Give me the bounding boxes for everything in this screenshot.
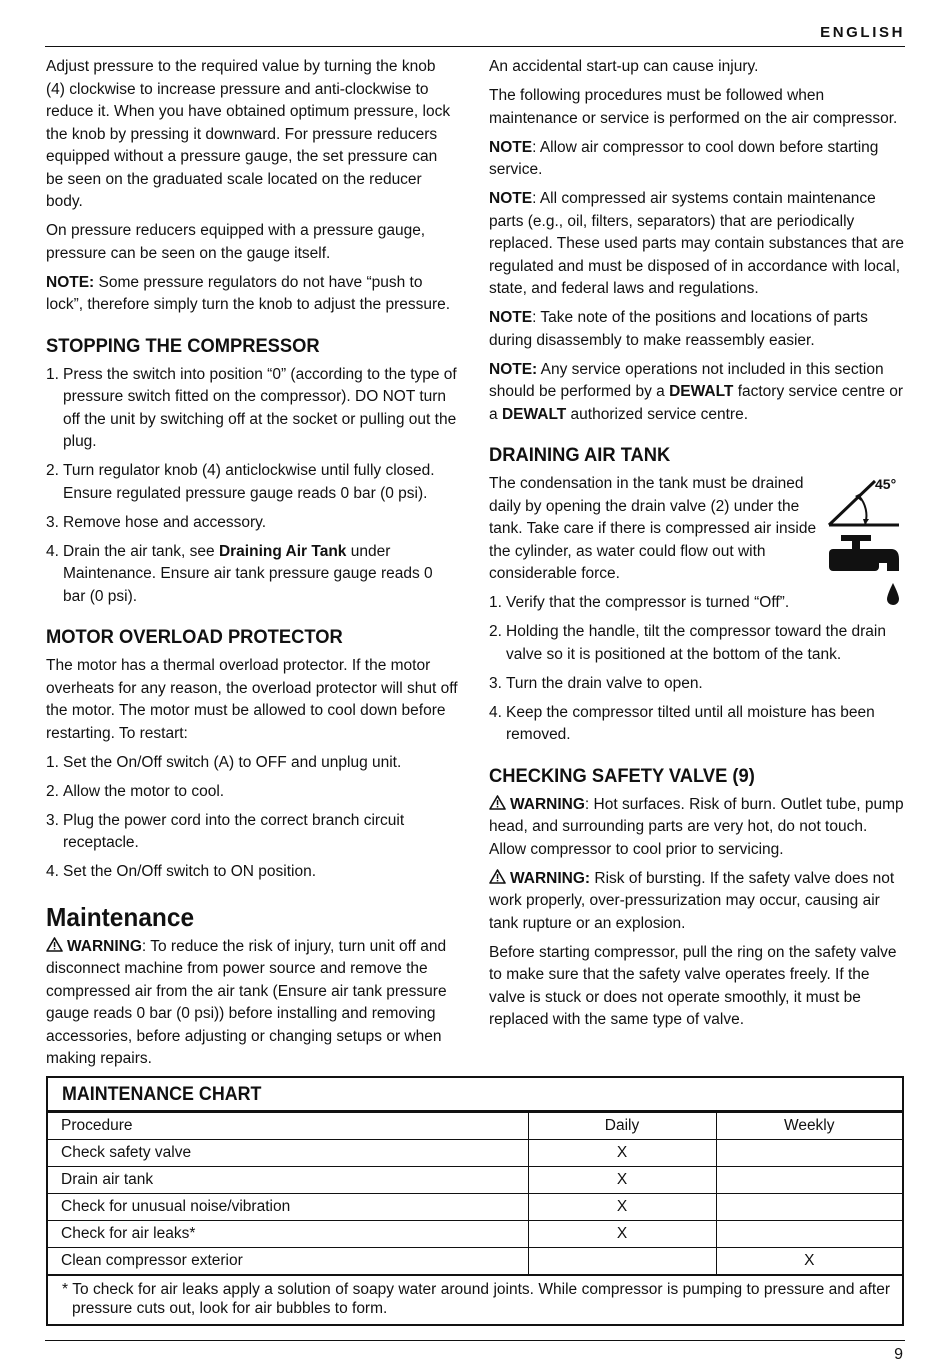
table-row: [48, 1248, 902, 1275]
step-text: under Maintenance. Ensure air tank pressure gauge reads 0 bar (0 psi).: [63, 542, 433, 605]
note-label: NOTE: [489, 190, 533, 207]
procedure-cell: Check safety valve: [48, 1140, 528, 1167]
note-text: authorized service centre.: [566, 405, 749, 423]
warning-label: WARNING:: [510, 869, 591, 887]
weekly-cell: X: [716, 1248, 902, 1275]
section-heading-stopping: STOPPING THE COMPRESSOR: [46, 334, 320, 357]
warning-text: : Hot surfaces. Risk of burn. Outlet tube, pump head, and surrounding parts are very hot, do not touch. Allow compressor to cool prior to servicing.: [489, 795, 904, 858]
note: [489, 307, 905, 352]
table-row: [48, 1140, 902, 1167]
step-text: Plug the power cord into the correct branch circuit receptacle.: [63, 811, 405, 851]
step-number: 2.: [46, 782, 59, 800]
note-text: Some pressure regulators do not have “push to lock”, therefore simply turn the knob to adjust the pressure.: [46, 273, 451, 313]
section-heading-motor: MOTOR OVERLOAD PROTECTOR: [46, 626, 343, 648]
paragraph: The following procedures must be followed when maintenance or service is performed on the air compressor.: [489, 87, 898, 127]
stopping-steps: [46, 364, 458, 609]
brand-name: DEWALT: [669, 383, 734, 400]
tilt-angle-icon: [829, 476, 899, 525]
step-text: Set the On/Off switch (A) to OFF and unplug unit.: [63, 753, 402, 771]
table-row: [48, 1167, 902, 1194]
step-number: 2.: [489, 623, 502, 640]
top-divider: [45, 46, 905, 47]
warning: [46, 936, 458, 1071]
drain-tap-icon: [829, 535, 899, 571]
step-text: Allow the motor to cool.: [63, 782, 225, 800]
warning-label: WARNING: [510, 795, 585, 813]
note: [46, 272, 458, 317]
weekly-cell: [716, 1167, 902, 1194]
step-text: Keep the compressor tilted until all moisture has been removed.: [506, 703, 875, 743]
note-text: : All compressed air systems contain maintenance parts (e.g., oil, filters, separators) that are periodically replaced. These used parts may contain substances that are regulated and must be disposed of in accordance with local, state, and federal laws and regulations.: [489, 190, 905, 297]
weekly-cell: [716, 1194, 902, 1221]
list-item: [46, 541, 458, 609]
angle-label: 45°: [875, 476, 897, 492]
daily-cell: X: [528, 1194, 716, 1221]
list-item: [489, 592, 905, 615]
step-text: Press the switch into position “0” (according to the type of pressure switch fitted on the compressor). DO NOT turn off the unit by switching off at the socket or pulling out the plug.: [63, 365, 457, 450]
step-number: 1.: [46, 365, 59, 383]
note: [489, 359, 905, 427]
right-column: [489, 56, 905, 1038]
procedure-cell: Check for air leaks*: [48, 1221, 528, 1248]
language-label: ENGLISH: [820, 24, 905, 41]
warning-text: Risk of bursting. If the safety valve does not work properly, over-pressurization may occur, causing air tank rupture or an explosion.: [489, 869, 895, 932]
column-header-daily: Daily: [528, 1113, 716, 1140]
brand-name: DEWALT: [501, 405, 567, 423]
step-text: Turn regulator knob (4) anticlockwise until fully closed. Ensure regulated pressure gauge reads 0 bar (0 psi).: [63, 462, 435, 502]
step-number: 1.: [46, 753, 59, 771]
note: [489, 137, 905, 182]
draining-steps: [489, 592, 905, 747]
list-item: [46, 460, 458, 505]
weekly-cell: [716, 1221, 902, 1248]
procedure-cell: Clean compressor exterior: [48, 1248, 528, 1275]
left-column: [46, 56, 458, 1077]
list-item: [46, 861, 458, 884]
paragraph: Before starting compressor, pull the ring on the safety valve to make sure that the safety valve operates freely. If the valve is stuck or does not operate smoothly, it must be replaced with the same type of valve.: [489, 943, 897, 1028]
step-text: Drain the air tank, see: [63, 542, 219, 560]
page-number: 9: [894, 1346, 903, 1363]
note-label: NOTE:: [46, 273, 95, 291]
list-item: [46, 364, 458, 454]
section-heading-safety-valve: CHECKING SAFETY VALVE (9): [489, 764, 755, 787]
step-number: 1.: [489, 594, 502, 611]
note-label: NOTE:: [489, 360, 538, 378]
chart-title: MAINTENANCE CHART: [48, 1078, 902, 1112]
section-heading-draining: DRAINING AIR TANK: [489, 444, 671, 466]
table-row: [48, 1194, 902, 1221]
list-item: [46, 752, 458, 775]
draining-intro: [489, 473, 905, 586]
step-number: 2.: [46, 462, 59, 479]
warning-icon: [489, 795, 506, 810]
list-item: [46, 512, 458, 535]
column-header-procedure: Procedure: [48, 1113, 528, 1140]
list-item: [46, 781, 458, 804]
step-text: Set the On/Off switch to ON position.: [63, 863, 316, 880]
step-text: Verify that the compressor is turned “Off”.: [506, 594, 790, 611]
note-text: factory service centre or a: [489, 383, 904, 423]
table-row: [48, 1221, 902, 1248]
table-header-row: [48, 1113, 902, 1140]
daily-cell: X: [528, 1140, 716, 1167]
list-item: [489, 621, 905, 666]
warning-text: : To reduce the risk of injury, turn unit off and disconnect machine from power source and remove the compressed air from the air tank (Ensure air tank pressure gauge reads 0 bar (0 psi)) before installing and removing accessories, before adjusting or changing setups or when making repairs.: [46, 937, 447, 1067]
warning-icon: [489, 869, 506, 884]
paragraph: An accidental start-up can cause injury.: [489, 58, 759, 75]
section-heading-maintenance: Maintenance: [46, 901, 195, 932]
daily-cell: [528, 1248, 716, 1275]
daily-cell: X: [528, 1221, 716, 1248]
step-text: Holding the handle, tilt the compressor toward the drain valve so it is positioned at the bottom of the tank.: [506, 623, 886, 663]
step-text: Turn the drain valve to open.: [506, 674, 703, 692]
paragraph: Adjust pressure to the required value by turning the knob (4) clockwise to increase pressure and anti-clockwise to reduce it. When you have obtained optimum pressure, lock the knob by pressing it downward. For pressure reducers equipped without a pressure gauge, the set pressure can be seen on the graduated scale located on the reducer body.: [46, 58, 451, 210]
column-header-weekly: Weekly: [716, 1113, 902, 1140]
paragraph: On pressure reducers equipped with a pressure gauge, pressure can be seen on the gauge itself.: [46, 222, 426, 262]
paragraph: The condensation in the tank must be drained daily by opening the drain valve (2) under the tank. Take care if there is compressed air inside the cylinder, as water could flow out with considerable force.: [489, 475, 817, 582]
step-number: 3.: [46, 513, 59, 531]
chart-footnote: * To check for air leaks apply a solution of soapy water around joints. While compressor is pumping to pressure and after pressure cuts out, look for air bubbles to form.: [48, 1275, 902, 1324]
warning-icon: [46, 937, 63, 952]
cross-reference: Draining Air Tank: [218, 542, 347, 560]
bottom-divider: [45, 1340, 905, 1341]
paragraph: The motor has a thermal overload protector. If the motor overheats for any reason, the overload protector will shut off the motor. The motor must be allowed to cool down before restarting. To restart:: [46, 657, 458, 742]
step-number: 4.: [46, 863, 59, 880]
note-text: : Take note of the positions and locations of parts during disassembly to make reassembly easier.: [489, 309, 868, 349]
list-item: [489, 702, 905, 747]
procedure-cell: Drain air tank: [48, 1167, 528, 1194]
note-label: NOTE: [489, 138, 533, 156]
weekly-cell: [716, 1140, 902, 1167]
daily-cell: X: [528, 1167, 716, 1194]
maintenance-chart: [46, 1076, 904, 1326]
step-number: 4.: [46, 542, 59, 560]
note-label: NOTE: [489, 309, 533, 326]
note-text: : Allow air compressor to cool down before starting service.: [489, 138, 879, 178]
list-item: [489, 673, 905, 696]
motor-steps: [46, 752, 458, 884]
step-number: 4.: [489, 703, 502, 721]
warning: [489, 794, 905, 862]
procedure-cell: Check for unusual noise/vibration: [48, 1194, 528, 1221]
step-number: 3.: [46, 811, 59, 829]
step-number: 3.: [489, 674, 502, 692]
note-text: Any service operations not included in this section should be performed by a: [489, 360, 884, 400]
warning: [489, 868, 905, 936]
maintenance-table: [48, 1112, 902, 1275]
note: [489, 188, 905, 301]
list-item: [46, 810, 458, 855]
warning-label: WARNING: [67, 937, 142, 955]
step-text: Remove hose and accessory.: [63, 513, 267, 531]
